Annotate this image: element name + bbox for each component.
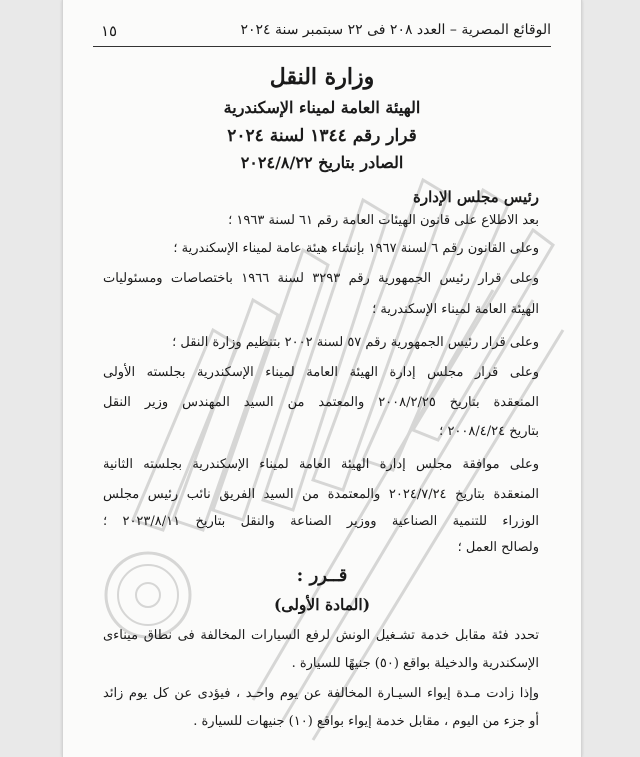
document-content	[63, 0, 581, 757]
preamble-line: المنعقدة بتاريخ ٢٠٢٤/٧/٢٤ والمعتمدة من السيد الفريق نائب رئيس مجلس	[103, 487, 539, 502]
preamble-line: وعلى قرار رئيس الجمهورية رقم ٣٢٩٣ لسنة ١٩٦٦ باختصاصات ومسئوليات	[103, 271, 540, 286]
page-header	[93, 20, 551, 44]
preamble-line: ولصالح العمل ؛	[457, 540, 539, 555]
decision-word: قــرر :	[296, 565, 348, 586]
preamble-line: الهيئة العامة لميناء الإسكندرية ؛	[372, 302, 539, 317]
issuer-title: رئيس مجلس الإدارة	[413, 188, 539, 206]
header-divider	[93, 46, 551, 47]
ministry-title: وزارة النقل	[269, 64, 375, 90]
preamble-line: بعد الاطلاع على قانون الهيئات العامة رقم ٦١ لسنة ١٩٦٣ ؛	[228, 213, 539, 228]
preamble-line: وعلى قرار رئيس الجمهورية رقم ٥٧ لسنة ٢٠٠٢ بتنظيم وزارة النقل ؛	[172, 335, 539, 350]
issue-date: الصادر بتاريخ ٢٠٢٤/٨/٢٢	[240, 153, 404, 172]
decision-number: قرار رقم ١٣٤٤ لسنة ٢٠٢٤	[227, 126, 417, 146]
article-line: تحدد فئة مقابل خدمة تشـغيل الونش لرفع السيارات المخالفة فى نطاق ميناءى	[103, 628, 539, 643]
preamble-line: الوزراء للتنمية الصناعية ووزير الصناعة والنقل بتاريخ ٢٠٢٣/٨/١١ ؛	[103, 514, 539, 529]
gazette-title: الوقائع المصرية – العدد ٢٠٨ فى ٢٢ سبتمبر سنة ٢٠٢٤	[240, 22, 551, 38]
preamble-line: وعلى القانون رقم ٦ لسنة ١٩٦٧ بإنشاء هيئة عامة لميناء الإسكندرية ؛	[173, 241, 539, 256]
authority-name: الهيئة العامة لميناء الإسكندرية	[223, 98, 421, 117]
document-page	[62, 0, 582, 757]
preamble-line: المنعقدة بتاريخ ٢٠٠٨/٢/٢٥ والمعتمد من السيد المهندس وزير النقل	[103, 395, 539, 410]
article-line: أو جزء من اليوم ، مقابل خدمة إيواء بواقع (١٠) جنيهات للسيارة .	[193, 714, 539, 729]
preamble-line: وعلى قرار مجلس إدارة الهيئة العامة لميناء الإسكندرية بجلسته الأولى	[103, 365, 539, 380]
preamble-line: وعلى موافقة مجلس إدارة الهيئة العامة لميناء الإسكندرية بجلسته الثانية	[103, 457, 539, 472]
article-line: الإسكندرية والدخيلة بواقع (٥٠) جنيهًا للسيارة .	[291, 656, 539, 671]
preamble-line: بتاريخ ٢٠٠٨/٤/٢٤ ؛	[439, 424, 539, 439]
article-line: وإذا زادت مـدة إيواء السيـارة المخالفة عن يوم واحـد ، فيؤدى عن كل يوم زائد	[103, 686, 539, 701]
article-title: (المادة الأولى)	[273, 595, 371, 614]
page-number: ١٥	[101, 22, 118, 40]
